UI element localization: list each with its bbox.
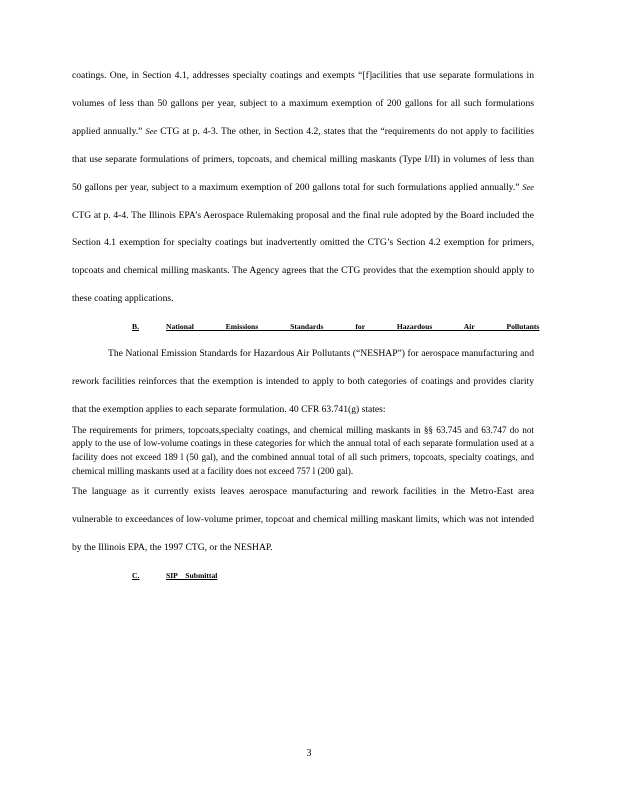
paragraph-neshap: The National Emission Standards for Hazardous Air Pollutants (“NESHAP”) for aerospace manufacturing and rework facilities reinforces that the exemption is intended to apply to both categories of coatings and provides clarity that the exemption applies to each separate formulation. 40 CFR 63.741(g) states: [72, 348, 534, 415]
section-heading-c [132, 562, 534, 589]
heading-title: National Emissions Standards for Hazardous Air Pollutants [166, 322, 540, 332]
paragraph-text: coatings. One, in Section 4.1, addresses specialty coatings and exempts “[f]acilities that use separate formulations in volumes of less than 50 gallons per year, subject to a maximum exemption of 200 gallons for all such formulations applied annually.” [72, 70, 534, 137]
block-quote: The requirements for primers, topcoats,specialty coatings, and chemical milling maskants in §§ 63.745 and 63.747 do not apply to the use of low-volume coatings in these categories for which the annual total of each separate formulation used at a facility does not exceed 189 l (50 gal), and the combined annual total of all such primers, topcoats, specialty coatings, and chemical milling maskants used at a facility does not exceed 757 l (200 gal). [72, 424, 534, 476]
heading-title: SIP Submittal [166, 570, 218, 580]
paragraph-text: CTG at p. 4-3. The other, in Section 4.2, states that the “requirements do not apply to facilities that use separate formulations of primers, topcoats, and chemical milling maskants (Type I/II) in volumes of less than 50 gallons per year, subject to a maximum exemption of 200 gallons total for such formulations applied annually.” [72, 125, 534, 193]
heading-letter: C. [132, 570, 140, 580]
body-text [72, 62, 540, 589]
citation-signal: See [522, 182, 534, 192]
citation-signal: See [145, 126, 158, 136]
paragraph-conclusion: The language as it currently exists leaves aerospace manufacturing and rework facilities in the Metro-East area vulnerable to exceedances of low-volume primer, topcoat and chemical milling maskant limits, which was not intended by the Illinois EPA, the 1997 CTG, or the NESHAP. [72, 486, 534, 554]
section-heading-b [132, 313, 540, 340]
heading-letter: B. [132, 322, 139, 332]
page-number: 3 [306, 748, 312, 759]
paragraph-exemptions [72, 62, 534, 313]
paragraph-text: CTG at p. 4-4. The Illinois EPA’s Aerospace Rulemaking proposal and the final rule adopted by the Board included the Section 4.1 exemption for specialty coatings but inadvertently omitted the CTG’s Section 4.2 exemption for primers, topcoats and chemical milling maskants. The Agency agrees that the CTG provides that the exemption should apply to these coating applications. [72, 209, 534, 305]
